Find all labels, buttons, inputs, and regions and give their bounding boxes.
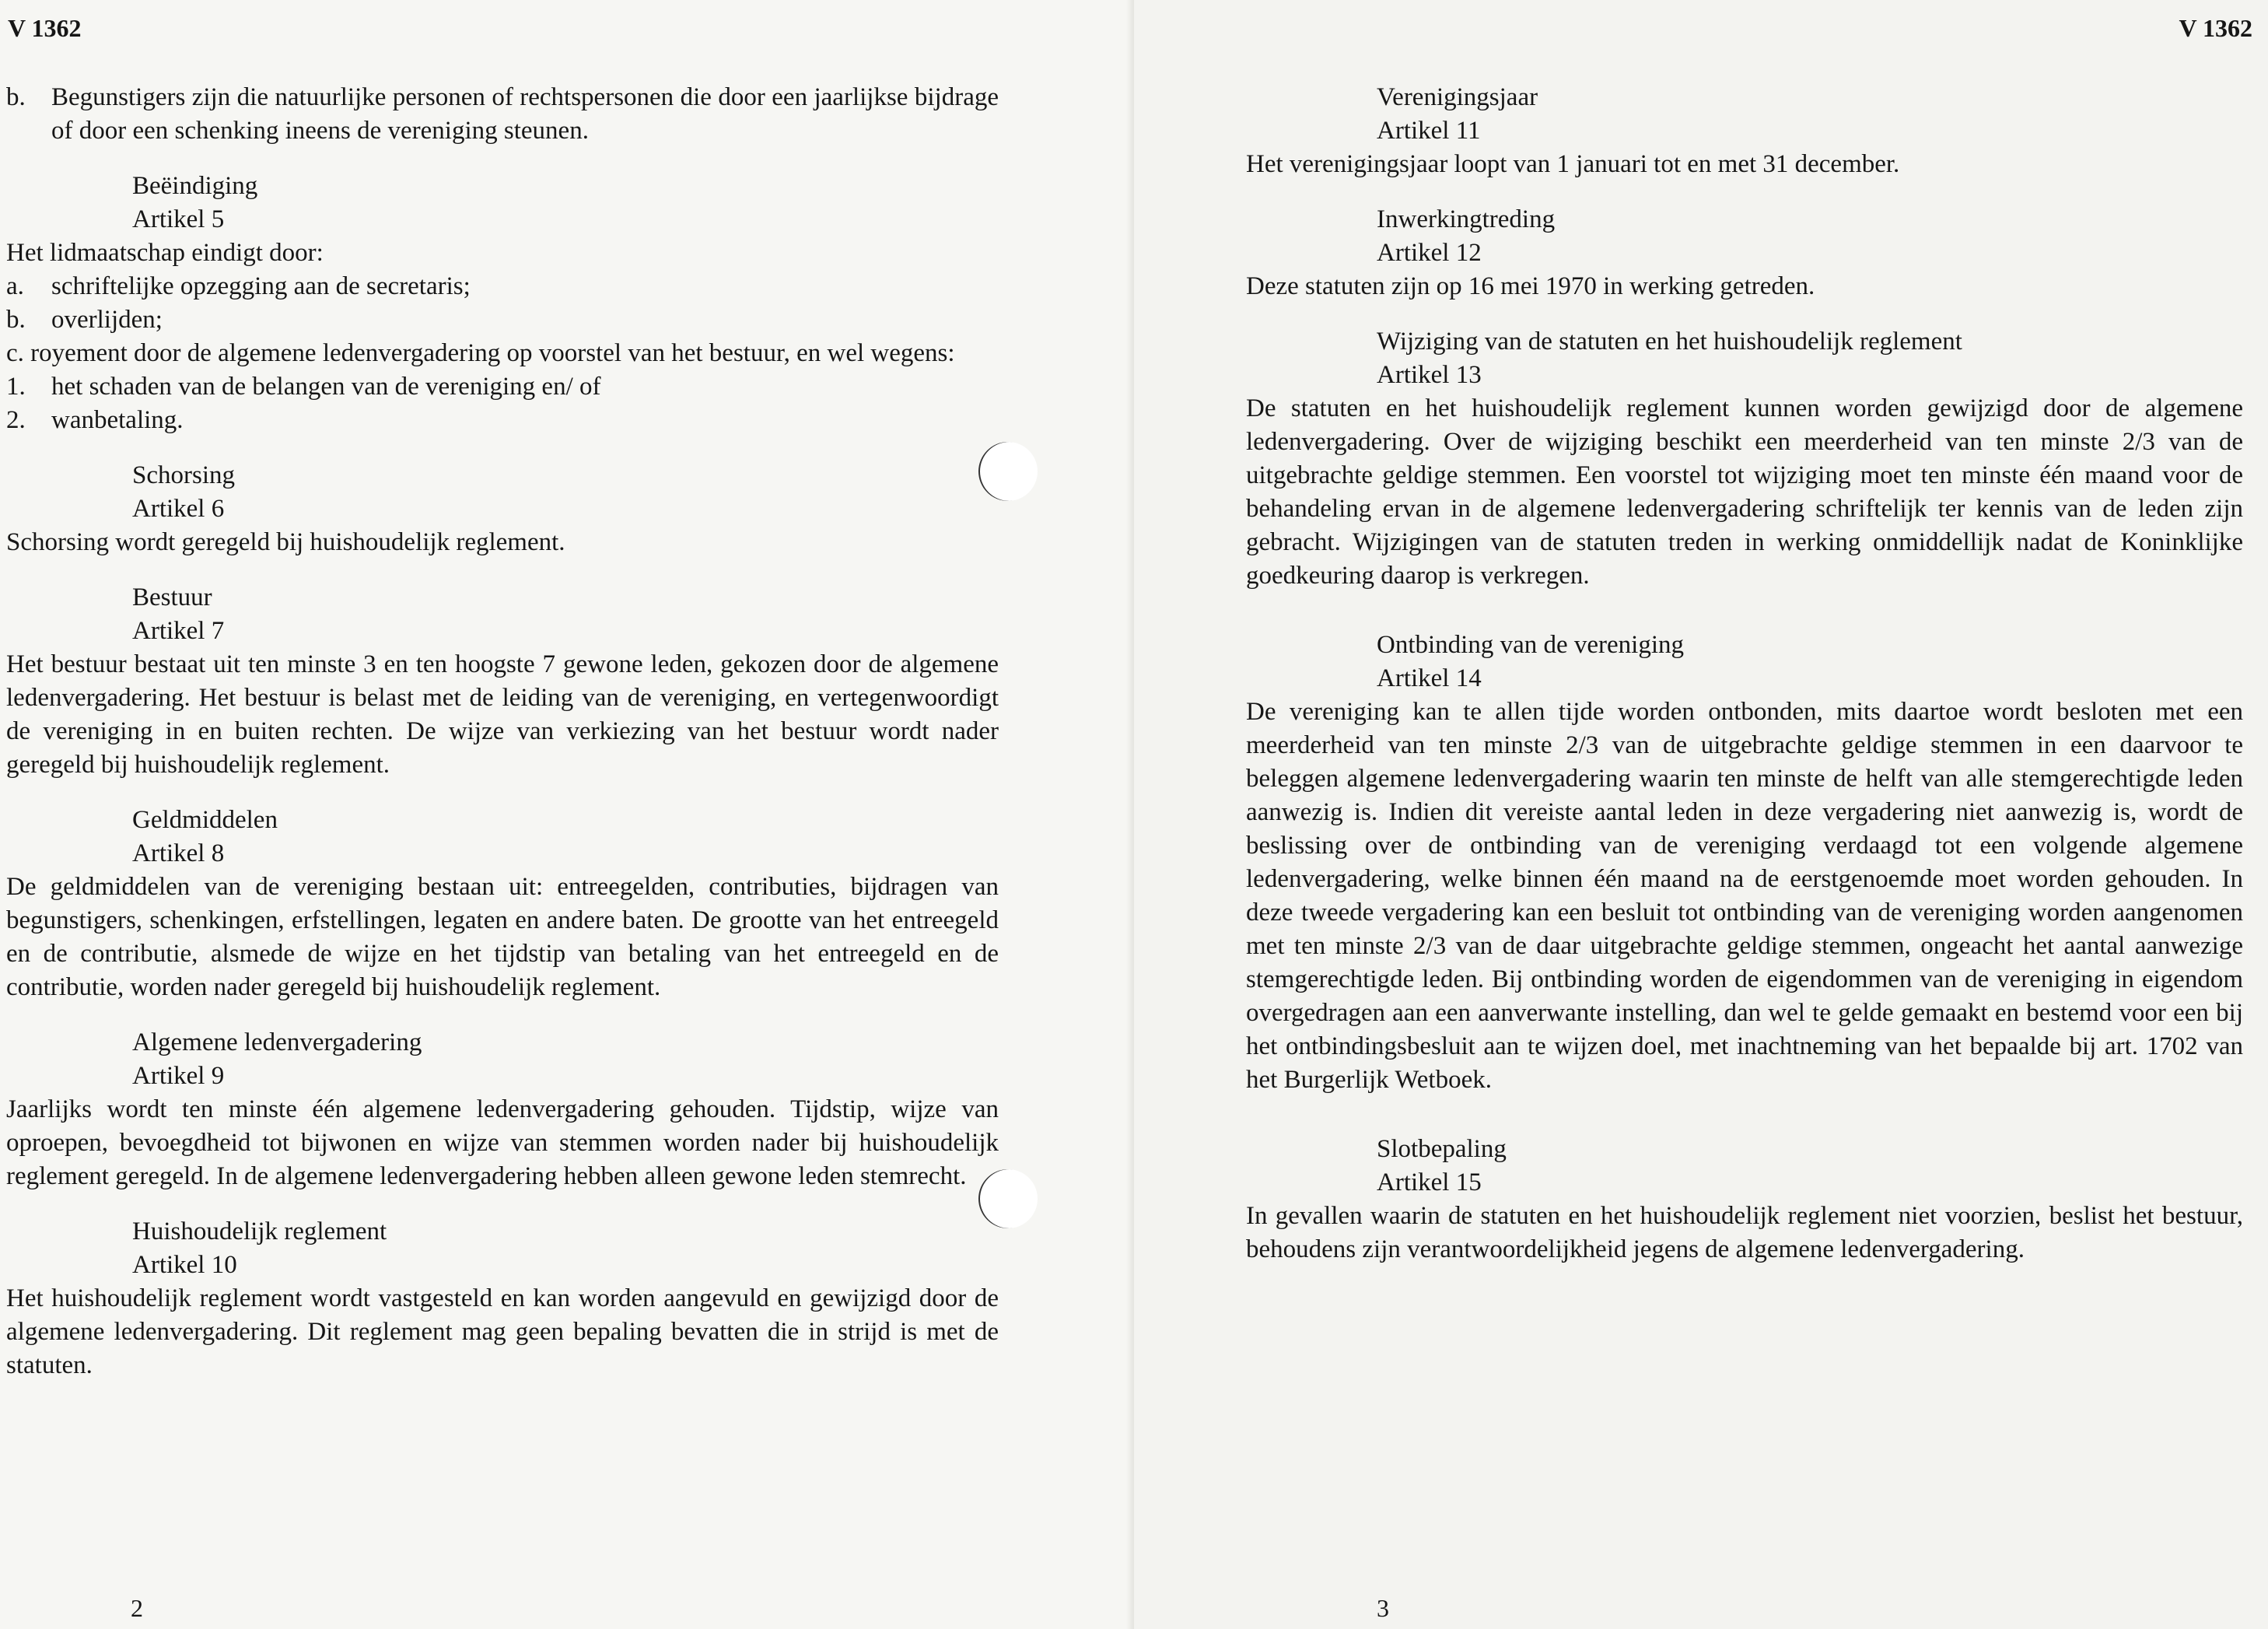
article-number: Artikel 10 (132, 1251, 237, 1279)
article-5 (6, 170, 999, 437)
article-body: De vereniging kan te allen tijde worden ontbonden, mits daartoe wordt besloten met een meerderheid van ten minste 2/3 van de uitgebrachte geldige stemmen in een daarvoor te beleggen algemene ledenvergadering waarin ten minste de helft van alle stemgerechtigde leden aanwezig is. Indien dit vereiste aantal leden in deze vergadering niet aanwezig is, wordt de beslissing over de ontbinding van de vereniging verdaagd tot een volgende algemene ledenvergadering, welke binnen één maand na de eerstgenoemde moet worden gehouden. In deze tweede vergadering kan een besluit tot ontbinding van de vereniging worden aangenomen met ten minste 2/3 van de daar uitgebrachte geldige stemmen, ongeacht het aantal aanwezige stemgerechtigde leden. Bij ontbinding worden de eigendommen van de vereniging in eigendom overgedragen aan een aanverwante instelling, dan wel te gelde gemaakt en bestemd voor een bij het ontbindingsbesluit aan te wijzen doel, met inachtneming van het bepaalde bij art. 1702 van het Burgerlijk Wetboek. (1246, 698, 2243, 1094)
list-item (6, 81, 999, 148)
list-item (6, 303, 999, 337)
left-column (6, 81, 999, 1404)
item-text: schriftelijke opzegging aan de secretaris; (51, 272, 471, 300)
article-body: In gevallen waarin de statuten en het huishoudelijk reglement niet voorzien, beslist het bestuur, behoudens zijn verantwoordelijkheid jegens de algemene ledenvergadering. (1246, 1202, 2243, 1263)
article-12 (1246, 203, 2243, 303)
item-text: het schaden van de belangen van de vereniging en/ of (51, 373, 601, 401)
article-body: Het verenigingsjaar loopt van 1 januari tot en met 31 december. (1246, 150, 1900, 178)
article-number: Artikel 7 (132, 617, 225, 645)
article-9 (6, 1026, 999, 1193)
right-page (1134, 0, 2268, 1629)
article-13 (1246, 325, 2243, 593)
article-body: Deze statuten zijn op 16 mei 1970 in werking getreden. (1246, 272, 1815, 300)
item-label: 1. (6, 373, 26, 401)
right-column (1246, 81, 2243, 1288)
article-number: Artikel 5 (132, 205, 225, 233)
article-title: Geldmiddelen (132, 806, 278, 834)
article-title: Huishoudelijk reglement (132, 1217, 387, 1245)
page-header: V 1362 (8, 14, 82, 42)
article-title: Slotbepaling (1377, 1135, 1507, 1163)
article-14 (1246, 629, 2243, 1097)
article-10 (6, 1215, 999, 1382)
article-number: Artikel 8 (132, 839, 225, 867)
item-text: overlijden; (51, 306, 163, 334)
article-number: Artikel 13 (1377, 361, 1482, 389)
article-8 (6, 804, 999, 1004)
item-label: b. (6, 83, 26, 111)
sub-list-item (6, 404, 999, 437)
article-title: Bestuur (132, 583, 212, 611)
page-number: 3 (1377, 1594, 1389, 1622)
intro-item (6, 81, 999, 148)
list-item-c: c. royement door de algemene ledenvergadering op voorstel van het bestuur, en wel wegens: (6, 339, 955, 367)
article-body: De geldmiddelen van de vereniging bestaan uit: entreegelden, contributies, bijdragen van begunstigers, schenkingen, erfstellingen, legaten en andere baten. De grootte van het entreegeld en de contributie, alsmede de wijze en het tijdstip van betaling van het entreegeld en de contributie, worden nader geregeld bij huishoudelijk reglement. (6, 873, 999, 1001)
item-text: wanbetaling. (51, 406, 184, 434)
article-title: Wijziging van de statuten en het huishoudelijk reglement (1377, 328, 1962, 356)
article-body: Het huishoudelijk reglement wordt vastgesteld en kan worden aangevuld en gewijzigd door de algemene ledenvergadering. Dit reglement mag geen bepaling bevatten die in strijd is met de statuten. (6, 1284, 999, 1379)
article-body: Schorsing wordt geregeld bij huishoudelijk reglement. (6, 528, 565, 556)
article-body: Het bestuur bestaat uit ten minste 3 en ten hoogste 7 gewone leden, gekozen door de algemene ledenvergadering. Het bestuur is belast met de leiding van de vereniging, en vertegenwoordigt de vereniging in en buiten rechten. De wijze van verkiezing van het bestuur wordt nader geregeld bij huishoudelijk reglement. (6, 650, 999, 779)
article-title: Verenigingsjaar (1377, 83, 1538, 111)
article-title: Beëindiging (132, 172, 258, 200)
item-label: a. (6, 272, 24, 300)
item-label: 2. (6, 406, 26, 434)
article-body: De statuten en het huishoudelijk reglement kunnen worden gewijzigd door de algemene ledenvergadering. Over de wijziging beschikt een meerderheid van ten minste 2/3 van de uitgebrachte geldige stemmen. Een voorstel tot wijziging moet ten minste één maand voor de behandeling ervan in de algemene ledenvergadering schriftelijk ter kennis van de leden zijn gebracht. Wijzigingen van de statuten treden in werking onmiddellijk nadat de Koninklijke goedkeuring daarop is verkregen. (1246, 394, 2243, 590)
article-title: Algemene ledenvergadering (132, 1028, 422, 1056)
item-label: b. (6, 306, 26, 334)
article-6 (6, 459, 999, 559)
article-title: Inwerkingtreding (1377, 205, 1556, 233)
sub-list-item (6, 370, 999, 404)
article-number: Artikel 14 (1377, 664, 1482, 692)
article-number: Artikel 6 (132, 495, 225, 523)
article-number: Artikel 12 (1377, 239, 1482, 267)
article-number: Artikel 9 (132, 1062, 225, 1090)
article-title: Schorsing (132, 461, 235, 489)
item-text: Begunstigers zijn die natuurlijke personen of rechtspersonen die door een jaarlijkse bijdrage of door een schenking ineens de vereniging steunen. (51, 83, 999, 145)
list-item (6, 270, 999, 303)
page-header: V 1362 (2179, 14, 2252, 42)
article-11 (1246, 81, 2243, 181)
article-number: Artikel 11 (1377, 117, 1481, 145)
article-body: Jaarlijks wordt ten minste één algemene ledenvergadering gehouden. Tijdstip, wijze van oproepen, bevoegdheid tot bijwonen en wijze van stemmen worden nader bij huishoudelijk reglement geregeld. In de algemene ledenvergadering hebben alleen gewone leden stemrecht. (6, 1095, 999, 1190)
article-number: Artikel 15 (1377, 1168, 1482, 1196)
page-number: 2 (131, 1594, 143, 1622)
article-title: Ontbinding van de vereniging (1377, 631, 1685, 659)
article-7 (6, 581, 999, 782)
article-15 (1246, 1133, 2243, 1266)
article-lead: Het lidmaatschap eindigt door: (6, 239, 324, 267)
